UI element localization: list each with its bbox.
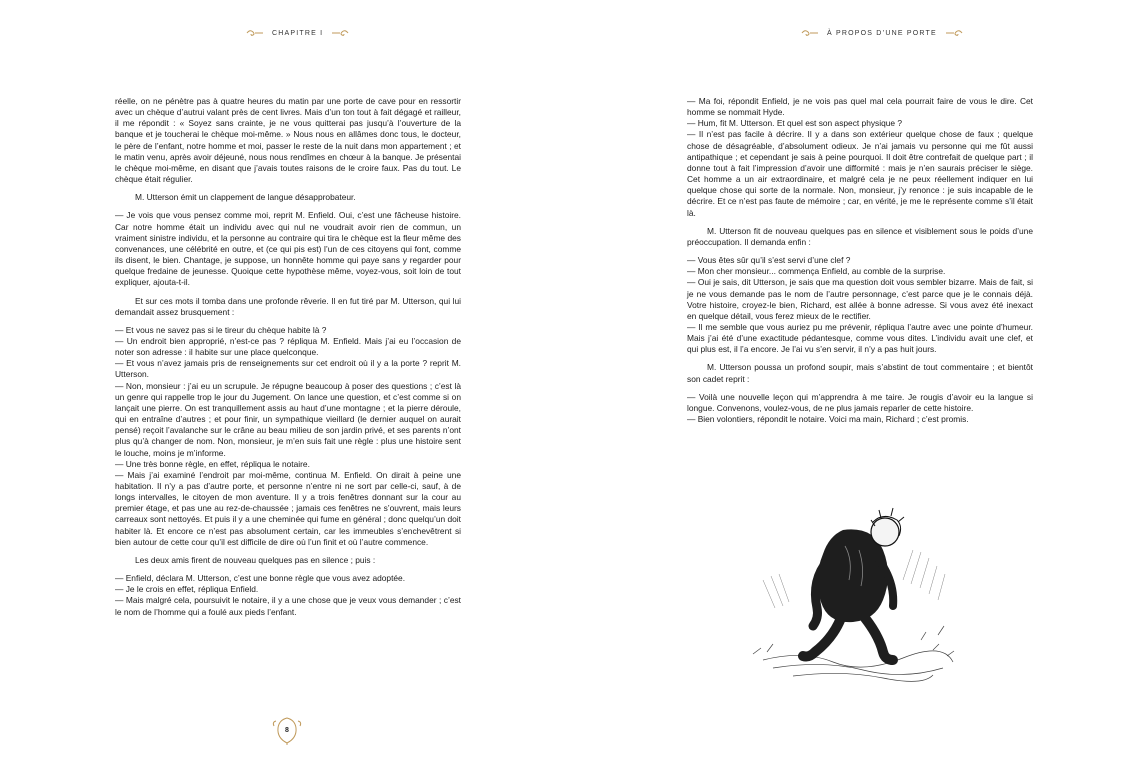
scroll-flourish-icon (801, 28, 819, 38)
page-number-text: 8 (285, 727, 289, 734)
paragraph: Et sur ces mots il tomba dans une profonde rêverie. Il en fut tiré par M. Utterson, qui lui demandait assez brusquement : (115, 295, 461, 317)
paragraph: — Bien volontiers, répondit le notaire. Voici ma main, Richard ; c’est promis. (687, 414, 969, 425)
chapter-label: CHAPITRE I (272, 29, 324, 37)
paragraph: — Mais malgré cela, poursuivit le notaire, il y a une chose que je veux vous demander ; c’est le nom de l’homme qui a foulé aux pieds l’enfant. (115, 595, 461, 617)
paragraph: — Un endroit bien approprié, n’est-ce pas ? répliqua M. Enfield. Mais j’ai eu l’occasion de noter son adresse : il habite sur une place quelconque. (115, 335, 461, 358)
paragraph: — Une très bonne règle, en effet, répliqua le notaire. (115, 458, 310, 469)
paragraph: — Et vous n’avez jamais pris de renseignements sur cet endroit où il y a la porte ? reprit M. Utterson. (115, 358, 461, 380)
paragraph: — Vous êtes sûr qu’il s’est servi d’une clef ? (687, 255, 851, 266)
paragraph: Les deux amis firent de nouveau quelques pas en silence ; puis : (135, 554, 376, 565)
scroll-flourish-icon (246, 28, 264, 38)
right-page (573, 0, 1146, 764)
running-head-left (246, 28, 349, 38)
paragraph: M. Utterson fit de nouveau quelques pas en silence et visiblement sous le poids d’une préoccupation. Il demanda enfin : (687, 225, 1033, 247)
paragraph: — Hum, fit M. Utterson. Et quel est son aspect physique ? (687, 118, 903, 129)
paragraph: — Il n’est pas facile à décrire. Il y a dans son extérieur quelque chose de faux ; quelque chose de désagréable, d’absolument odieux. Je n’ai jamais vu personne qui me fût aussi antipathique ; et cependant je sais à peine pourquoi. Il doit être contrefait de quelque part ; il donne tout à fait l’impression d’avoir une difformité : mais je n’en saurais préciser le siège. Cet homme a un air extraordinaire, et malgré cela je ne peux réellement indiquer en lui quelque chose qui sorte de la normale. Non, monsieur, j’y renonce : je suis incapable de le décrire. Et ce n’est pas faute de mémoire ; car, en vérité, je me le représente comme s’il était là. (687, 129, 1033, 218)
paragraph: — Je le crois en effet, répliqua Enfield. (115, 584, 259, 595)
paragraph: — Mon cher monsieur... commença Enfield, au comble de la surprise. (687, 266, 946, 277)
scroll-flourish-icon (945, 28, 963, 38)
paragraph: M. Utterson émit un clappement de langue désapprobateur. (135, 192, 356, 203)
paragraph: — Oui je sais, dit Utterson, je sais que ma question doit vous sembler bizarre. Mais de fait, si je ne vous demande pas le nom de l’autre personnage, c’est parce que je le connais déjà. Votre histoire, croyez-le bien, Richard, est allée à bonne adresse. Si vous avez été inexact en quelque détail, vous ferez mieux de le rectifier. (687, 277, 1033, 321)
paragraph: M. Utterson poussa un profond soupir, mais s’abstint de tout commentaire ; et bientôt son cadet reprit : (687, 362, 1033, 384)
paragraph: — Enfield, déclara M. Utterson, c’est une bonne règle que vous avez adoptée. (115, 573, 406, 584)
chapter-title: À PROPOS D’UNE PORTE (827, 29, 937, 37)
paragraph: — Et vous ne savez pas si le tireur du chèque habite là ? (115, 324, 327, 335)
paragraph: — Mais j’ai examiné l’endroit par moi-même, continua M. Enfield. On dirait à peine une habitation. Il n’y a pas d’autre porte, et personne n’entre ni ne sort par celle-ci, sauf, à de longs intervalles, le citoyen de mon aventure. Il y a trois fenêtres donnant sur la cour au premier étage, et pas une au rez-de-chaussée ; jamais ces fenêtres ne s’ouvrent, mais leurs carreaux sont nettoyés. Et puis il y a une cheminée qui fume en général ; donc quelqu’un doit habiter là. Et encore ce n’est pas absolument certain, car les immeubles s’enchevêtrent si bien autour de cette cour qu’il est difficile de dire où l’un finit et où l’autre commence. (115, 469, 461, 547)
paragraph: réelle, on ne pénètre pas à quatre heures du matin par une porte de cave pour en ressortir avec un chèque d’autrui valant près de cent livres. Mais d’un ton tout à fait dégagé et railleur, il me répondit : « Soyez sans crainte, je ne vous quitterai pas jusqu’à l’ouverture de la banque et je toucherai le chèque moi-même. » Nous nous en allâmes donc tous, le docteur, le père de l’enfant, notre homme et moi, passer le reste de la nuit dans mon appartement ; et le matin venu, après avoir déjeuné, nous nous rendîmes en chœur à la banque. Je présentai le chèque moi-même, en disant que j’avais toutes raisons de le croire faux. Pas du tout. Le chèque était régulier. (115, 96, 461, 185)
paragraph: — Non, monsieur : j’ai eu un scrupule. Je répugne beaucoup à poser des questions ; c’est là un genre qui rappelle trop le jour du Jugement. On lance une question, et c’est comme si on lançait une pierre. On est tranquillement assis au haut d’une montagne ; et la pierre déroule, qui en entraîne d’autres ; et pour finir, un sympathique vieillard (le dernier auquel on aurait pensé) reçoit l’avalanche sur le crâne au beau milieu de son jardin privé, et ses parents n’ont plus qu’à changer de nom. Non, monsieur, je m’en suis fait une règle : plus une histoire sent le louche, moins je m’informe. (115, 380, 461, 458)
paragraph: — Il me semble que vous auriez pu me prévenir, répliqua l’autre avec une pointe d’humeur. Mais j’ai été d’une exactitude pédantesque, comme vous dites. L’individu avait une clef, et qui plus est, il l’a encore. Je l’ai vu s’en servir, il n’y a pas huit jours. (687, 321, 1033, 355)
left-body-text (115, 96, 461, 618)
paragraph: — Ma foi, répondit Enfield, je ne vois pas quel mal cela pourrait faire de vous le dire. Cet homme se nommait Hyde. (687, 96, 1033, 118)
right-body-text (687, 96, 1033, 425)
paragraph: — Je vois que vous pensez comme moi, reprit M. Enfield. Oui, c’est une fâcheuse histoire. Car notre homme était un individu avec qui nul ne voudrait avoir rien de commun, un vraiment sinistre individu, et la personne au contraire qui tira le chèque est la fleur même des convenances, une célébrité en outre, et (ce qui pis est) l’un de ces citoyens qui font, comme ils disent, le bien. Chantage, je suppose, un honnête homme qui paye sans y regarder pour quelque fredaine de jeunesse. Quoique cette hypothèse même, voyez-vous, soit loin de tout expliquer, ajouta-t-il. (115, 210, 461, 288)
hunched-man-illustration (733, 490, 973, 690)
page-number (270, 716, 304, 746)
paragraph: — Voilà une nouvelle leçon qui m’apprendra à me taire. Je rougis d’avoir eu la langue si longue. Convenons, voulez-vous, de ne plus jamais reparler de cette histoire. (687, 391, 1033, 413)
running-head-right (801, 28, 963, 38)
scroll-flourish-icon (331, 28, 349, 38)
